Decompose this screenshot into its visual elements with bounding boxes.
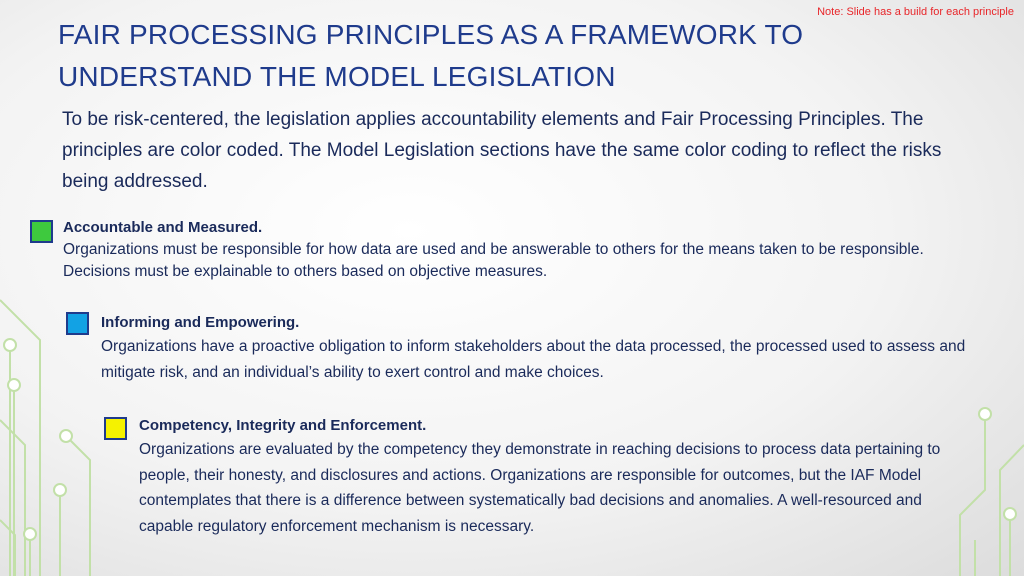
title-line-1: FAIR PROCESSING PRINCIPLES AS A FRAMEWORK TO — [58, 19, 804, 50]
principle-description: Organizations are evaluated by the competency they demonstrate in reaching decisions to process data pertaining to people, their honesty, and disclosures and actions. Organizations are responsible for outcomes, but the IAF Model contemplates that there is a difference between systematically bad decisions and anomalies. A well-resourced and capable regulatory enforcement mechanism is necessary. — [139, 441, 941, 535]
principle-title: Informing and Empowering. — [101, 314, 300, 331]
title-line-2: UNDERSTAND THE MODEL LEGISLATION — [58, 61, 616, 92]
principle-title: Competency, Integrity and Enforcement. — [139, 417, 427, 434]
green-color-swatch — [30, 220, 53, 243]
intro-paragraph: To be risk-centered, the legislation applies accountability elements and Fair Processing Principles. The principles are color coded. The Model Legislation sections have the same color coding to reflect the risks being addressed. — [62, 109, 942, 192]
principle-description: Organizations must be responsible for how data are used and be answerable to others for the means taken to be responsible. Decisions must be explainable to others based on objective measures. — [63, 241, 924, 280]
blue-color-swatch — [66, 312, 89, 335]
yellow-color-swatch — [104, 417, 127, 440]
principle-informing — [66, 312, 1006, 386]
page-title — [58, 14, 958, 98]
principle-accountable — [30, 217, 943, 283]
principle-description: Organizations have a proactive obligation to inform stakeholders about the data processed, the processed used to assess and mitigate risk, and an individual’s ability to exert control and make choices. — [101, 338, 966, 381]
principle-title: Accountable and Measured. — [63, 219, 263, 236]
build-note: Note: Slide has a build for each principle — [817, 6, 1014, 18]
principle-competency — [104, 415, 959, 539]
